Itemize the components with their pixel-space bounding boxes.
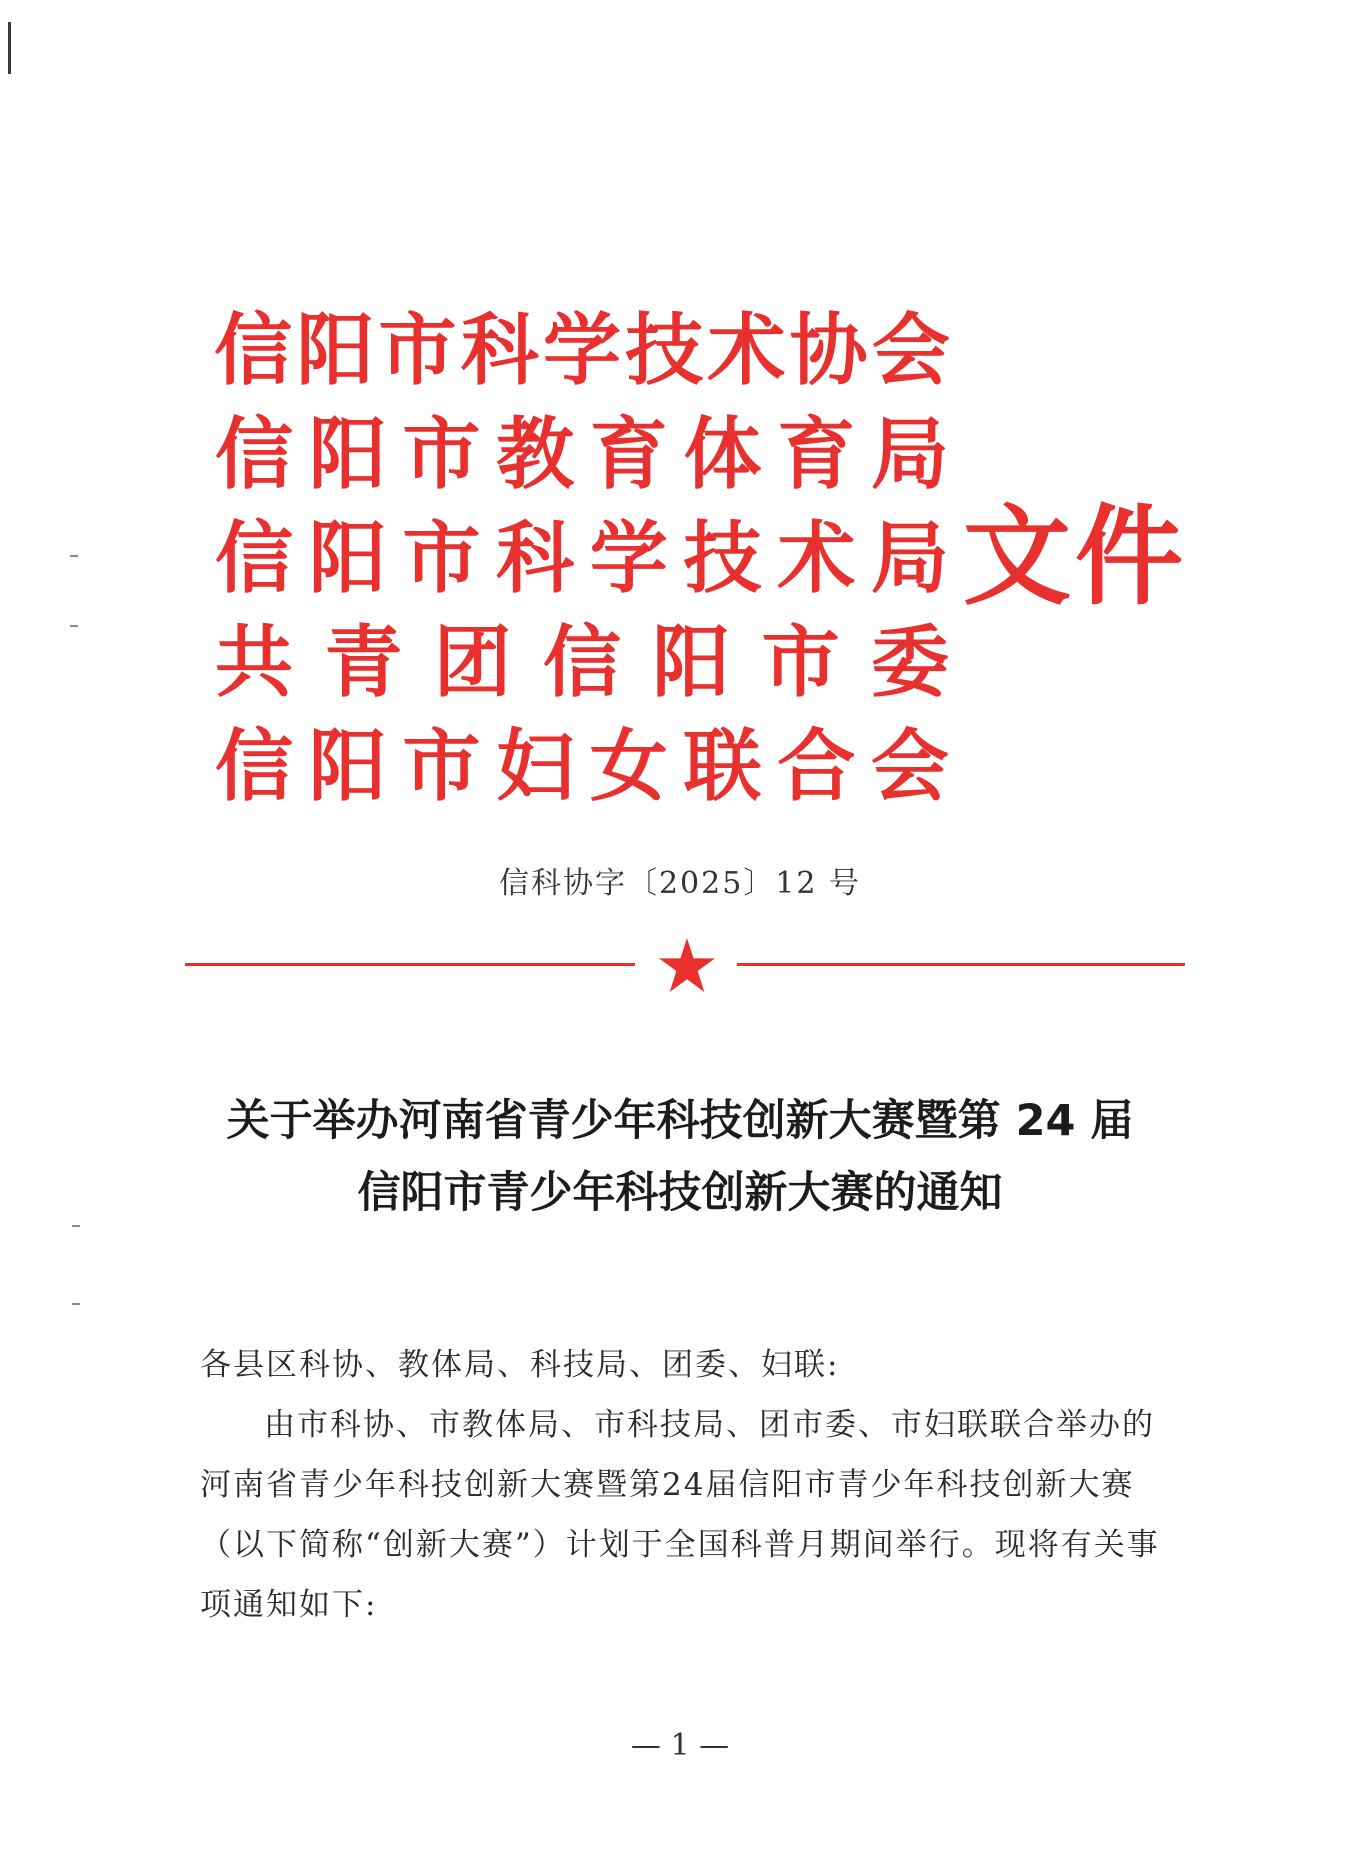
issuer-char: 联 <box>683 722 762 812</box>
scan-speck <box>72 1303 80 1305</box>
issuer-char: 青 <box>324 618 403 708</box>
issuer-char: 阳 <box>308 514 387 604</box>
issuer-line <box>212 604 952 708</box>
issuer-char: 技 <box>625 306 704 396</box>
issuer-char: 共 <box>214 618 293 708</box>
issuer-line <box>212 292 952 396</box>
issuer-char: 局 <box>870 410 949 500</box>
document-type-label: 文件 <box>963 495 1188 620</box>
issuer-char: 合 <box>777 722 856 812</box>
issuer-char: 科 <box>496 514 575 604</box>
issuer-char: 阳 <box>652 618 731 708</box>
issuer-char: 育 <box>589 410 668 500</box>
document-number: 信科协字〔2025〕12 号 <box>498 866 862 901</box>
scan-edge-mark <box>8 22 11 74</box>
issuer-char: 信 <box>214 722 293 812</box>
issuer-char: 市 <box>378 306 457 396</box>
issuer-char: 体 <box>683 410 762 500</box>
issuer-line <box>212 708 952 812</box>
issuer-char: 阳 <box>296 306 375 396</box>
issuer-char: 育 <box>777 410 856 500</box>
issuer-char: 妇 <box>496 722 575 812</box>
issuer-char: 市 <box>402 410 481 500</box>
issuer-char: 信 <box>214 514 293 604</box>
title-line-1: 关于举办河南省青少年科技创新大赛暨第 24 届 <box>226 1096 1134 1146</box>
body-paragraph: 由市科协、市教体局、市科技局、团市委、市妇联联合举办的河南省青少年科技创新大赛暨第24届信阳市青少年科技创新大赛（以下简称“创新大赛”）计划于全国科普月期间举行。现将有关事项通知如下: <box>200 1407 1160 1623</box>
issuer-char: 委 <box>870 618 949 708</box>
issuer-line <box>212 500 952 604</box>
document-title <box>0 1085 1360 1229</box>
issuer-char: 学 <box>589 514 668 604</box>
title-line-2: 信阳市青少年科技创新大赛的通知 <box>357 1168 1003 1218</box>
document-body <box>200 1335 1180 1635</box>
issuer-char: 教 <box>496 410 575 500</box>
issuer-char: 市 <box>402 514 481 604</box>
issuer-char: 科 <box>460 306 539 396</box>
issuer-char: 技 <box>683 514 762 604</box>
issuer-char: 市 <box>402 722 481 812</box>
issuer-char: 信 <box>214 410 293 500</box>
issuer-char: 学 <box>542 306 621 396</box>
page-number: — 1 — <box>630 1728 730 1763</box>
divider-rule-right <box>737 963 1185 966</box>
salutation: 各县区科协、教体局、科技局、团委、妇联: <box>200 1347 840 1383</box>
issuer-char: 协 <box>789 306 868 396</box>
issuer-char: 局 <box>870 514 949 604</box>
issuing-organizations <box>212 292 952 812</box>
issuer-char: 信 <box>214 306 293 396</box>
issuer-char: 会 <box>871 306 950 396</box>
scan-speck <box>70 555 78 557</box>
issuer-char: 术 <box>707 306 786 396</box>
issuer-char: 团 <box>433 618 512 708</box>
scan-speck <box>70 625 78 627</box>
issuer-char: 市 <box>761 618 840 708</box>
issuer-char: 会 <box>870 722 949 812</box>
issuer-line <box>212 396 952 500</box>
issuer-char: 女 <box>589 722 668 812</box>
issuer-char: 阳 <box>308 410 387 500</box>
issuer-char: 阳 <box>308 722 387 812</box>
issuer-char: 信 <box>542 618 621 708</box>
star-icon <box>659 938 715 992</box>
divider-rule-left <box>185 963 635 966</box>
issuer-char: 术 <box>777 514 856 604</box>
